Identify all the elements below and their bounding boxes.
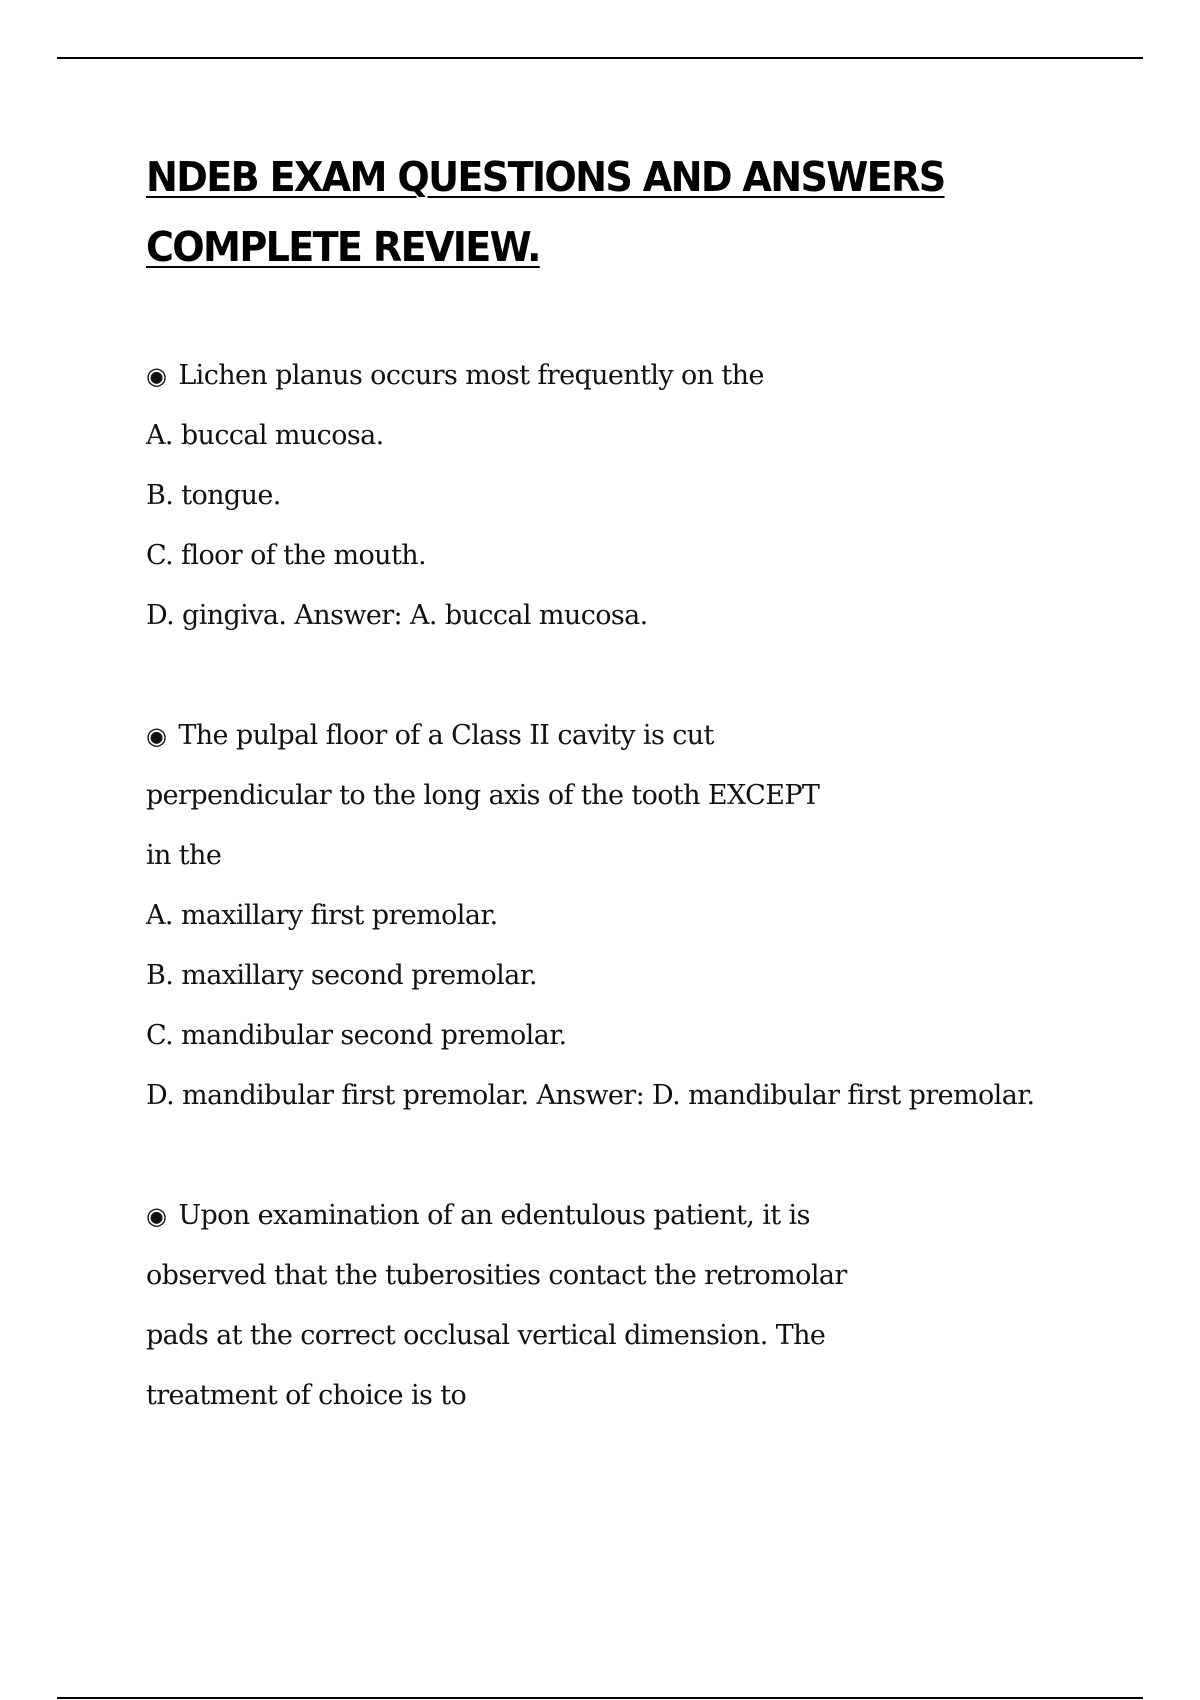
- question-list: [146, 346, 1146, 1426]
- bullet-icon: ◉: [146, 722, 167, 750]
- title-line-2: COMPLETE REVIEW.: [146, 223, 540, 271]
- question-3-stem-line-4: treatment of choice is to: [146, 1380, 467, 1411]
- question-gap: [146, 646, 1146, 706]
- question-3-stem-line-3: pads at the correct occlusal vertical dimension. The: [146, 1320, 826, 1351]
- bullet-icon: ◉: [146, 1202, 167, 1230]
- question-1-option-a: A. buccal mucosa.: [146, 420, 384, 451]
- question-3-stem-line-2: observed that the tuberosities contact the retromolar: [146, 1260, 847, 1291]
- question-2-option-a: A. maxillary first premolar.: [146, 900, 498, 931]
- question-1-option-c: C. floor of the mouth.: [146, 540, 426, 571]
- question-3-stem-line-1: ◉ Upon examination of an edentulous patient, it is: [146, 1186, 1146, 1246]
- question-1-option-d: D. gingiva. Answer: A. buccal mucosa.: [146, 600, 648, 631]
- question-2-option-d: D. mandibular first premolar. Answer: D. mandibular first premolar.: [146, 1080, 1035, 1111]
- question-gap: [146, 1126, 1146, 1186]
- question-2-option-b: B. maxillary second premolar.: [146, 960, 538, 991]
- bullet-icon: ◉: [146, 362, 167, 390]
- title-line-1: NDEB EXAM QUESTIONS AND ANSWERS: [146, 153, 945, 201]
- question-1-option-b: B. tongue.: [146, 480, 281, 511]
- bottom-rule: [57, 1697, 1143, 1699]
- question-2-stem-line-1: ◉ The pulpal floor of a Class II cavity is cut: [146, 706, 1146, 766]
- question-2-stem-line-3: in the: [146, 840, 222, 871]
- document-title: [146, 142, 1146, 282]
- top-rule: [57, 57, 1143, 59]
- question-2-option-c: C. mandibular second premolar.: [146, 1020, 567, 1051]
- question-2-stem-line-2: perpendicular to the long axis of the tooth EXCEPT: [146, 780, 820, 811]
- question-1-stem-line-1: ◉ Lichen planus occurs most frequently on the: [146, 346, 1146, 406]
